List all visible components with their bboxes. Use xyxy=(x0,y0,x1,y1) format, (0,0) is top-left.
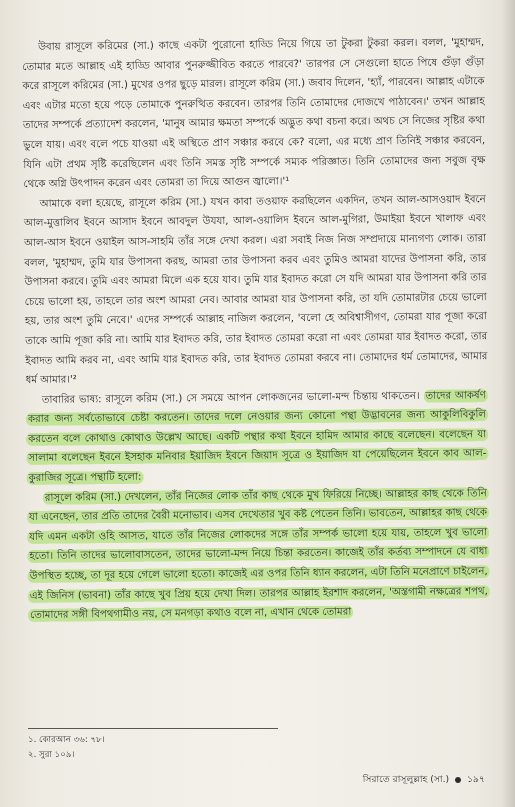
highlighted-text: তাদের আকর্ষণ করার জন্য সর্বতোভাবে চেষ্টা করতেন। তাদের দলে নেওয়ার জন্য কোনো পন্থা উদ্ভাবনের জন্য আকুলিবিকুলি করতেন বলে কোথাও কোথাও উল্লেখ আছে। একটি পন্থার কথা ইবনে হামিদ আমার কাছে বলেছেন। বলেছেন যা সালামা বলেছেন ইবনে ইসহাক মনিবার ইয়াজিদ ইবনে জিয়াদ সূত্রে ও ইয়াজিদ যা পেয়েছিলেন ইবনে কাব আল-কুরাজির সূত্রে। পন্থাটি হলো: xyxy=(26,389,489,485)
footnote-2: ২. সুরা ১০৯। xyxy=(28,750,75,760)
paragraph-1: উবায় রাসূলে করিমের (সা.) কাছে একটা পুরোনো হাড্ডি নিয়ে গিয়ে তা টুকরা টুকরা করল। বলল, 'মুহাম্মদ, তোমার মতে আল্লাহ এই হাড্ডি আবার পুনরুজ্জীবিত করতে পারবে?' তারপর সে সেগুলো হাতে পিষে গুঁড়া গুঁড়া করে রাসূলে করিমের (সা.) মুখের ওপর ছুড়ে মারল। রাসূলে করিম (সা.) জবাব দিলেন, 'হ্যাঁ, পারবেন। আল্লাহ এটাকে এবং এটার মতো হয়ে পড়ে তোমাকে পুনরুত্থিত করবেন। তারপর তিনি তোমাদের দোজখে পাঠাবেন।' তখন আল্লাহ তাদের সম্পর্কে প্রত্যাদেশ করলেন, 'মানুষ আমার ক্ষমতা সম্পর্কে অদ্ভুত কথা বচনা করে। অথচ সে নিজের সৃষ্টির কথা ভুলে যায়। এবং বলে পচে যাওয়া এই অস্থিতে প্রাণ সঞ্চার করবে কে? বলো, এর মধ্যে প্রাণ তিনিই সঞ্চার করবেন, যিনি এটা প্রথম সৃষ্টি করেছিলেন এবং তিনি সমস্ত সৃষ্টি সম্পর্কে সম্যক পরিজ্ঞাত। তিনি তোমাদের জন্য সবুজ বৃক্ষ থেকে অগ্নি উৎপাদন করেন এবং তোমরা তা দিয়ে আগুন জ্বালো।'¹ xyxy=(22,37,486,191)
page-number: ১৯৭ xyxy=(467,774,485,785)
running-title: সিরাতে রাসূলুল্লাহ (সা.) xyxy=(362,774,450,785)
paragraph-2: আমাকে বলা হয়েছে, রাসূলে করিম (সা.) যখন কাবা তওয়াফ করছিলেন একদিন, তখন আল-আসওয়াদ ইবনে আল-মুত্তালিব ইবনে আসাদ ইবনে আবদুল উযযা, আল-ওয়ালিদ ইবনে আল-মুগিরা, উমাইয়া ইবনে খালাফ এবং আল-আস ইবনে ওয়াইল আস-সাহমি তাঁর সঙ্গে দেখা করল। এরা সবাই নিজ নিজ সম্প্রদায়ে মান্যগণ্য লোক। তারা বলল, 'মুহাম্মদ, তুমি যার উপাসনা করছ, আমরা তার উপাসনা করব এবং তুমিও আমরা যাদের উপাসনা করি, তার উপাসনা করবে। তুমি এবং আমরা মিলে এক হয়ে যাব। তুমি যার ইবাদত করো সে যদি আমরা যার উপাসনা করি তার চেয়ে ভালো হয়, তাহলে তার অংশ আমরা নেব। আবার আমরা যার উপাসনা করি, তা যদি তোমারটার চেয়ে ভালো হয়, তার অংশ তুমি নেবে।' এদের সম্পর্কে আল্লাহ নাজিল করলেন, 'বলো হে অবিশ্বাসীগণ, তোমরা যার পূজা করো তাকে আমি পূজা করি না। আমি যার ইবাদত করি, তার ইবাদত তোমরা করো না এবং তোমরা যার ইবাদত করো, তার ইবাদত আমি করব না, এবং আমি যার ইবাদত করি, তার ইবাদত তোমরা করবে না। তোমাদের ধর্ম তোমাদের, আমার ধর্ম আমার।'² xyxy=(23,193,488,387)
footnote-divider xyxy=(28,728,278,729)
page-edge-shadow xyxy=(501,0,515,807)
paragraph-3 xyxy=(26,386,489,489)
highlighted-paragraph: রাসূলে করিম (সা.) দেখলেন, তাঁর নিজের লোক তাঁর কাছ থেকে মুখ ফিরিয়ে নিচ্ছে। আল্লাহর কাছ থেকে তিনি যা এনেছেন, তার প্রতি তাদের বৈরী মনোভাব। এসব দেখেতার খুব কষ্ট পেতেন তিনি। ভাবতেন, আল্লাহর কাছ থেকে যদি এমন একটা ওহি আসত, যাতে তাঁর নিজের লোকদের সঙ্গে তাঁর সম্পর্ক ভালো হয়ে যায়, তাহলে খুব ভালো হতো। তিনি তাদের ভালোবাসতেন, তাদের ভালো-মন্দ নিয়ে চিন্তা করতেন। কাজেই তাঁর কর্তব্য সম্পাদনে যে বাধা উপস্থিত হচ্ছে, তা দূর হয়ে গেলে ভালো হতো। কাজেই এর ওপর তিনি ধ্যান করলেন, এটা তিনি মনেপ্রাণে চাইলেন, এই জিনিস (ভাবনা) তাঁর কাছে খুব প্রিয় হয়ে দেখা দিল। তারপর আল্লাহ ইরশাদ করলেন, 'অস্তগামী নক্ষত্রের শপথ, তোমাদের সঙ্গী বিপথগামীও নয়, সে মনগড়া কথাও বলে না, এখান থেকে তোমরা xyxy=(27,487,490,622)
footnote-1: ১. কোরআন ৩৬: ৭৮। xyxy=(28,735,105,745)
paragraph-4 xyxy=(27,484,490,626)
tabari-lead: তাবারির ভাষ্য: রাসূলে করিম (সা.) সে সময়ে আপন লোকজনের ভালো-মন্দ চিন্তায় থাকতেন। xyxy=(41,390,420,406)
page-footer xyxy=(363,772,485,787)
body-text xyxy=(22,33,490,626)
bullet-icon xyxy=(455,777,461,783)
